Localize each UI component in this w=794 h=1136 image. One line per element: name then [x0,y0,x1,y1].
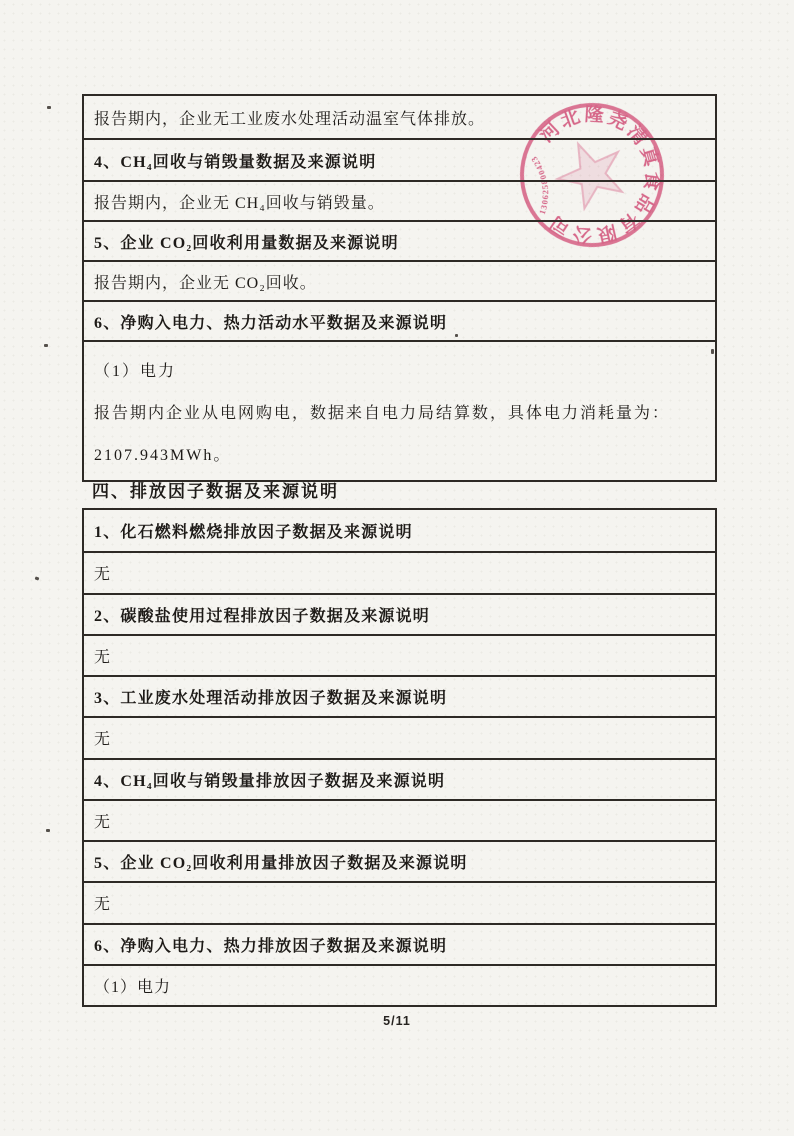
table-row: 5、企业 CO₂回收利用量数据及来源说明 [84,220,715,260]
table-row: 4、CH₄回收与销毁量排放因子数据及来源说明 [84,758,715,799]
table-row: 1、化石燃料燃烧排放因子数据及来源说明 [94,524,413,542]
table-row: 无 [84,551,715,592]
table-cell-line: 报告期内企业从电网购电，数据来自电力局结算数，具体电力消耗量为： [94,404,671,422]
section-heading: 四、排放因子数据及来源说明 [92,482,339,501]
scan-speck [455,334,458,337]
table-row: 4、CH₄回收与销毁量数据及来源说明 [84,138,715,180]
activity-data-table [82,94,717,482]
table-cell-line: 2107.943MWh。 [94,446,232,464]
emission-factor-table [82,508,717,1007]
table-row: 报告期内，企业无 CO₂回收。 [84,260,715,300]
table-row: 2、碳酸盐使用过程排放因子数据及来源说明 [84,593,715,634]
table-row: 报告期内，企业无 CH₄回收与销毁量。 [84,180,715,220]
table-row: 5、企业 CO₂回收利用量排放因子数据及来源说明 [84,840,715,881]
stamp-ring-text: 河北隆尧清真食品有限公司 [535,104,663,246]
table-row: 无 [84,799,715,840]
table-row: 3、工业废水处理活动排放因子数据及来源说明 [84,675,715,716]
table-row: 无 [84,634,715,675]
scan-speck [44,344,48,347]
table-row: 6、净购入电力、热力排放因子数据及来源说明 [84,923,715,964]
table-row: 报告期内，企业无工业废水处理活动温室气体排放。 [94,110,486,128]
table-cell-line: （1）电力 [94,362,177,380]
scan-speck [711,349,714,354]
table-row: 6、净购入电力、热力活动水平数据及来源说明 [84,300,715,340]
page-number: 5/11 [383,1014,411,1028]
table-row: 无 [84,716,715,757]
table-row [84,340,715,480]
table-row: （1）电力 [84,964,715,1005]
scan-speck [35,576,40,580]
table-row: 无 [84,881,715,922]
scan-speck [47,106,51,109]
scan-speck [46,829,50,832]
stamp-serial-number: 130625800423 [528,153,551,216]
